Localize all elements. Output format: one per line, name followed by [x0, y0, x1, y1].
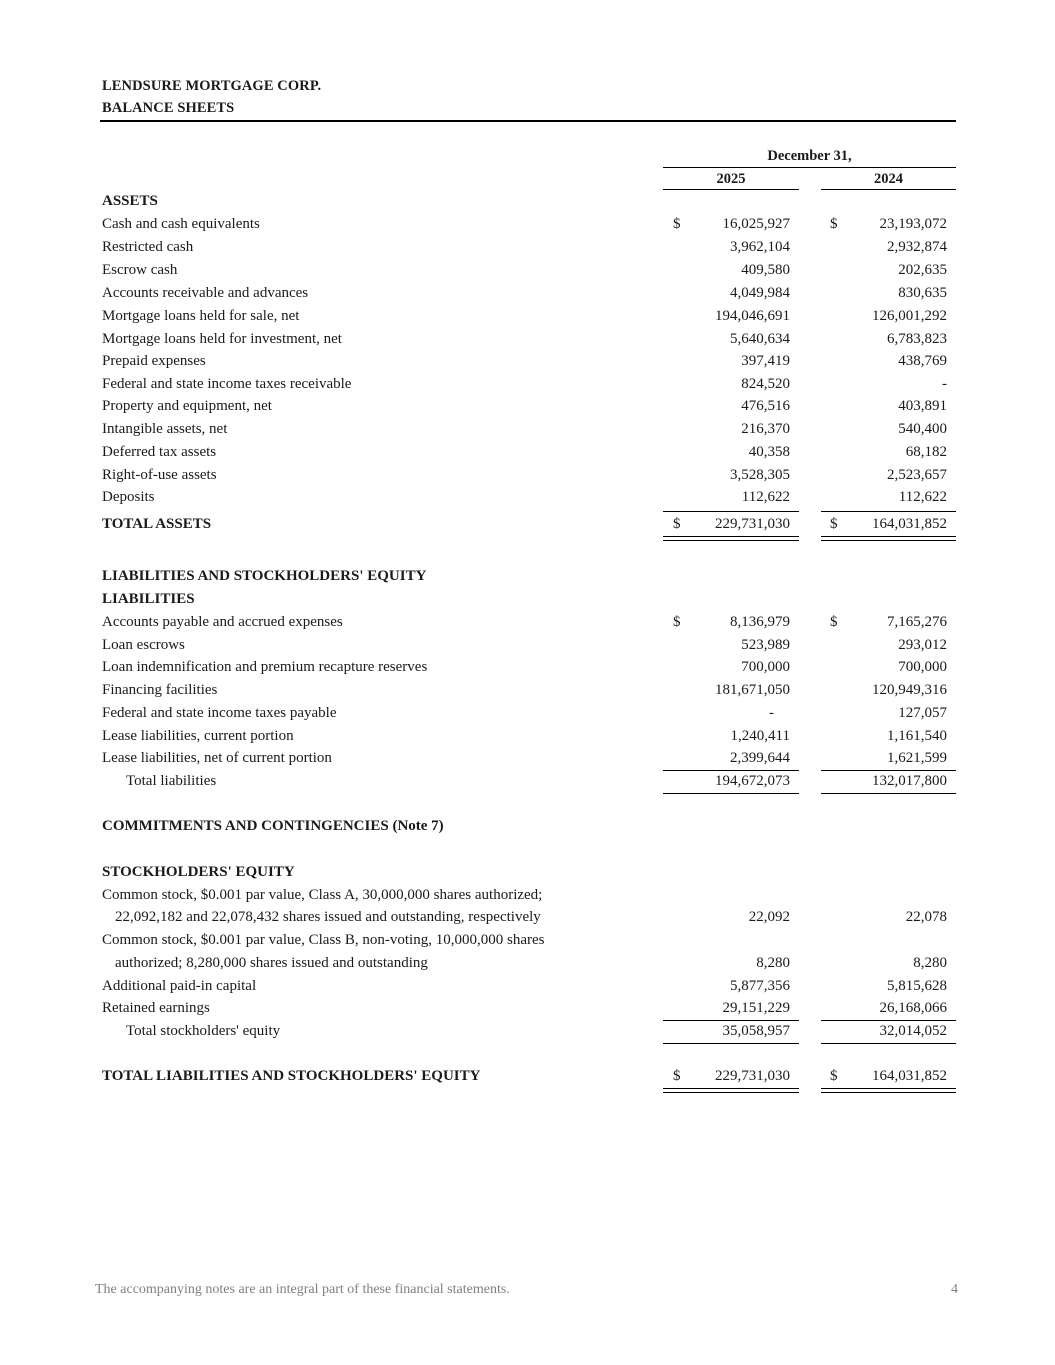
statement-title: BALANCE SHEETS	[102, 100, 235, 116]
table-row: Loan indemnification and premium recapture reserves 700,000 700,000	[102, 659, 947, 675]
period-header-rule	[663, 167, 956, 168]
footer-note: The accompanying notes are an integral part of these financial statements.	[95, 1282, 510, 1297]
column-year-2024: 2024	[874, 171, 903, 187]
table-row: Deposits 112,622 112,622	[102, 489, 947, 505]
period-header: December 31,	[767, 148, 852, 164]
subtotal-rule	[663, 770, 799, 771]
table-row: Intangible assets, net 216,370 540,400	[102, 421, 947, 437]
table-row: Cash and cash equivalents $ 16,025,927 $ 23,193,072	[102, 216, 947, 232]
table-row: Mortgage loans held for investment, net 5,640,634 6,783,823	[102, 331, 947, 347]
subtotal-rule	[821, 511, 956, 512]
year-2024-rule	[821, 189, 956, 190]
total-rule	[663, 1043, 799, 1044]
total-rule	[663, 793, 799, 794]
subtotal-rule	[663, 511, 799, 512]
total-double-rule	[821, 1088, 956, 1093]
table-row: Deferred tax assets 40,358 68,182	[102, 444, 947, 460]
table-row: Escrow cash 409,580 202,635	[102, 262, 947, 278]
total-rule	[821, 793, 956, 794]
company-name: LENDSURE MORTGAGE CORP.	[102, 78, 322, 94]
table-row: Right-of-use assets 3,528,305 2,523,657	[102, 467, 947, 483]
table-row: Federal and state income taxes payable - 127,057	[102, 705, 947, 721]
table-row: Restricted cash 3,962,104 2,932,874	[102, 239, 947, 255]
table-row: Retained earnings 29,151,229 26,168,066	[102, 1000, 947, 1016]
page-number: 4	[951, 1282, 958, 1297]
table-row: Accounts payable and accrued expenses $ 8,136,979 $ 7,165,276	[102, 614, 947, 630]
liabilities-heading: LIABILITIES	[102, 591, 195, 607]
table-row: Lease liabilities, current portion 1,240,411 1,161,540	[102, 728, 947, 744]
table-row: Mortgage loans held for sale, net 194,046,691 126,001,292	[102, 308, 947, 324]
table-row: Property and equipment, net 476,516 403,891	[102, 398, 947, 414]
table-row: Loan escrows 523,989 293,012	[102, 637, 947, 653]
column-year-2025: 2025	[716, 171, 746, 187]
assets-heading: ASSETS	[102, 193, 158, 209]
total-liabilities-row: Total liabilities 194,672,073 132,017,800	[126, 773, 947, 789]
total-double-rule	[663, 536, 799, 541]
total-double-rule	[821, 536, 956, 541]
table-row: Prepaid expenses 397,419 438,769	[102, 353, 947, 369]
liabilities-equity-heading: LIABILITIES AND STOCKHOLDERS' EQUITY	[102, 568, 427, 584]
table-row: Federal and state income taxes receivable 824,520 -	[102, 376, 947, 392]
class-a-stock-line1: Common stock, $0.001 par value, Class A, 30,000,000 shares authorized;	[102, 887, 543, 903]
total-assets-row: TOTAL ASSETS $ 229,731,030 $ 164,031,852	[102, 516, 947, 532]
commitments-heading: COMMITMENTS AND CONTINGENCIES (Note 7)	[102, 818, 444, 834]
subtotal-rule	[821, 1020, 956, 1021]
table-row: Additional paid-in capital 5,877,356 5,815,628	[102, 978, 947, 994]
total-equity-row: Total stockholders' equity 35,058,957 32,014,052	[126, 1023, 947, 1039]
subtotal-rule	[663, 1020, 799, 1021]
table-row: Accounts receivable and advances 4,049,984 830,635	[102, 285, 947, 301]
table-row: Financing facilities 181,671,050 120,949,316	[102, 682, 947, 698]
equity-heading: STOCKHOLDERS' EQUITY	[102, 864, 295, 880]
class-b-stock-line1: Common stock, $0.001 par value, Class B, non-voting, 10,000,000 shares	[102, 932, 545, 948]
class-b-stock-row: authorized; 8,280,000 shares issued and outstanding 8,280 8,280	[115, 955, 947, 971]
total-rule	[821, 1043, 956, 1044]
table-row: Lease liabilities, net of current portion 2,399,644 1,621,599	[102, 750, 947, 766]
class-a-stock-row: 22,092,182 and 22,078,432 shares issued and outstanding, respectively 22,092 22,078	[115, 909, 947, 925]
total-double-rule	[663, 1088, 799, 1093]
year-2025-rule	[663, 189, 799, 190]
total-liabilities-equity-row: TOTAL LIABILITIES AND STOCKHOLDERS' EQUITY $ 229,731,030 $ 164,031,852	[102, 1068, 947, 1084]
header-rule	[100, 120, 956, 122]
subtotal-rule	[821, 770, 956, 771]
